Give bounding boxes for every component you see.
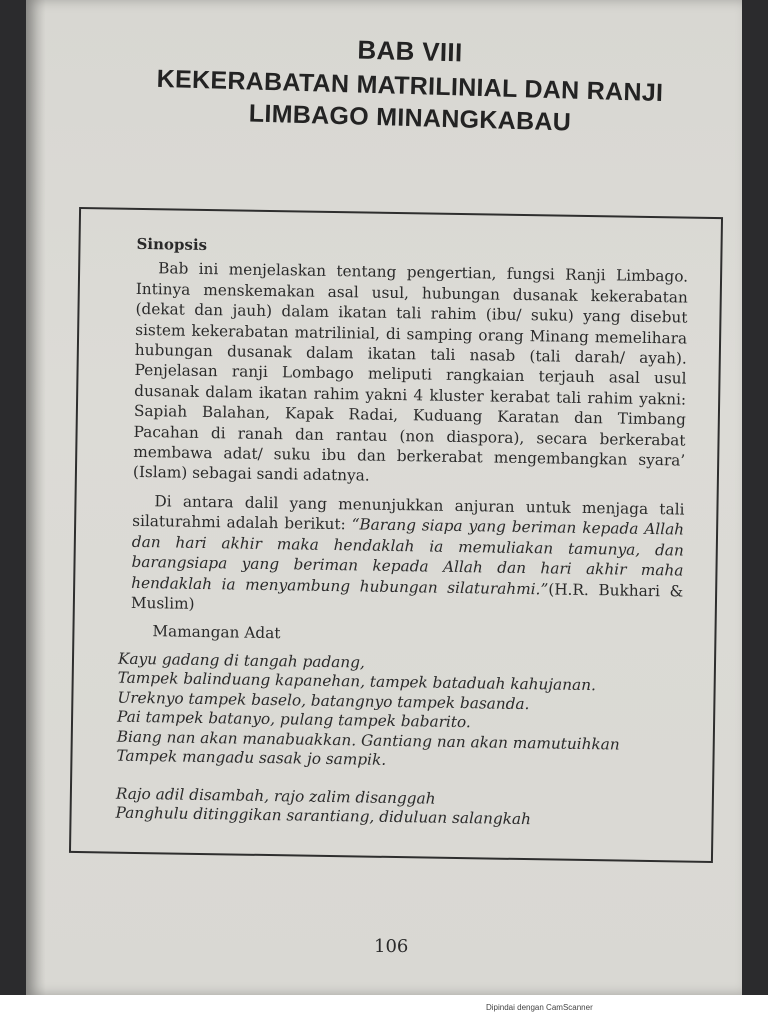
verse-line: Biang nan akan manabuakkan. Gantiang nan akan mamutuihkan bbox=[116, 727, 620, 754]
hadith-paragraph bbox=[131, 491, 685, 622]
scanner-watermark: Dipindai dengan CamScanner bbox=[486, 1003, 593, 1012]
verse-stanza-1 bbox=[116, 649, 682, 775]
mamangan-heading: Mamangan Adat bbox=[152, 622, 281, 643]
page-number: 106 bbox=[374, 936, 409, 957]
hadith-source: (H.R. Bukhari & Muslim) bbox=[130, 579, 684, 613]
page-spine-shadow bbox=[26, 0, 46, 995]
verse-line: Pai tampek batanyo, pulang tampek babarito. bbox=[116, 707, 471, 732]
verse-line: Tampek balinduang kapanehan, tampek bataduah kahujanan. bbox=[117, 668, 597, 695]
verse-stanza-2 bbox=[115, 784, 680, 832]
verse-line: Kayu gadang di tangah padang, bbox=[117, 649, 365, 672]
chapter-label: BAB VIII bbox=[357, 34, 463, 68]
chapter-title-line2: LIMBAGO MINANGKABAU bbox=[248, 99, 572, 137]
verse-line: Ureknyo tampek baselo, batangnyo tampek basanda. bbox=[117, 688, 530, 713]
verse-line: Tampek mangadu sasak jo sampik. bbox=[116, 746, 387, 770]
hadith-intro: Di antara dalil yang menunjukkan anjuran untuk menjaga tali silaturahmi adalah berikut: bbox=[132, 492, 685, 534]
chapter-title-line1: KEKERABATAN MATRILINIAL DAN RANJI bbox=[156, 64, 664, 108]
synopsis-heading: Sinopsis bbox=[136, 234, 208, 254]
synopsis-paragraph: Bab ini menjelaskan tentang pengertian, fungsi Ranji Limbago. Intinya menskemakan asal usul, hubungan dusanak kekerabatan (dekat dan jauh) dalam ikatan tali rahim (ibu/ suku) yang disebut sistem kekerabatan matrilinial, di samping orang Minang memelihara hubungan dusanak dalam ikatan tali nasab (tali darah/ ayah). Penjelasan ranji Lombago meliputi rangkaian terjauh asal usul dusanak dalam ikatan rahim yakni 4 kluster kerabat tali rahim yakni: Sapiah Balahan, Kapak Radai, Kuduang Karatan dan Timbang Pacahan di ranah dan rantau (non diaspora), secara berkerabat membawa adat/ suku ibu dan berkerabat mengembangkan syara’ (Islam) sebagai sandi adatnya. bbox=[132, 259, 689, 486]
hadith-quote: “Barang siapa yang beriman kepada Allah dan hari akhir maka hendaklah ia memuliakan tamunya, dan barangsiapa yang beriman kepada Allah dan hari akhir maha hendaklah ia menyambung hubungan silaturahmi.” bbox=[131, 515, 685, 598]
verse-line: Rajo adil disambah, rajo zalim disanggah bbox=[115, 784, 436, 808]
synopsis-content bbox=[115, 234, 689, 832]
verse-line: Panghulu ditinggikan sarantiang, diduluan salangkah bbox=[115, 803, 532, 829]
synopsis-box bbox=[69, 207, 723, 863]
